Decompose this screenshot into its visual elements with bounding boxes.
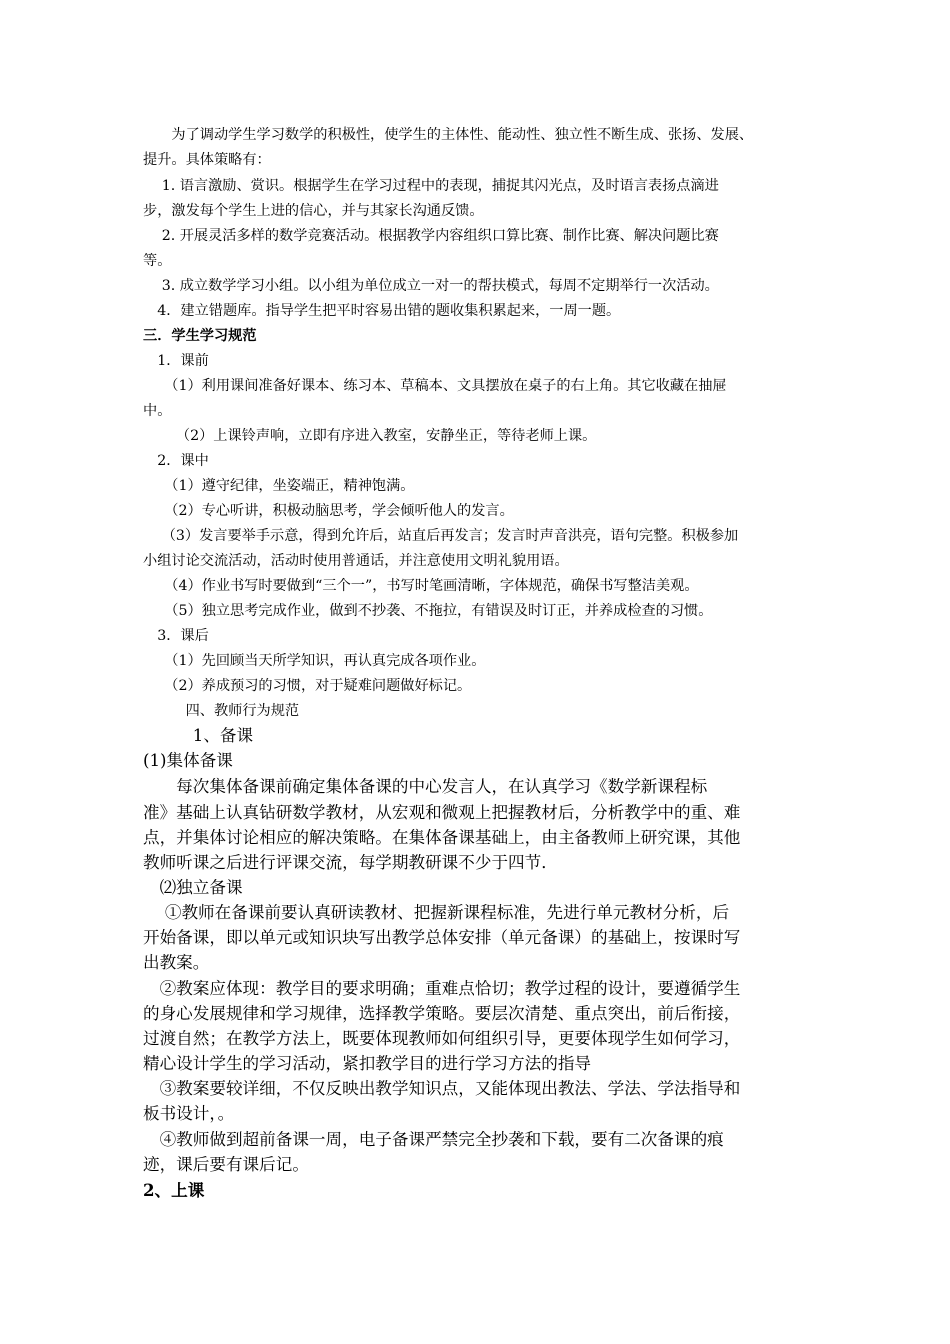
- paragraph-line: 小组讨论交流活动，活动时使用普通话，并注意使用文明礼貌用语。: [143, 553, 569, 569]
- paragraph-line: ②教案应体现：教学目的要求明确；重难点恰切；教学过程的设计，要遵循学生: [143, 979, 741, 998]
- paragraph-line: 准》基础上认真钻研数学教材，从宏观和微观上把握教材后，分析教学中的重、难: [143, 803, 741, 822]
- paragraph-line: （3）发言要举手示意，得到允许后，站直后再发言；发言时声音洪亮，语句完整。积极参加: [143, 528, 739, 544]
- paragraph-line: 精心设计学生的学习活动，紧扣教学目的进行学习方法的指导: [143, 1054, 592, 1073]
- paragraph-line: （1）先回顾当天所学知识，再认真完成各项作业。: [143, 653, 486, 669]
- paragraph-line: 中。: [143, 403, 172, 419]
- paragraph-line: 每次集体备课前确定集体备课的中心发言人，在认真学习《数学新课程标: [143, 777, 708, 796]
- paragraph-line: ④教师做到超前备课一周，电子备课严禁完全抄袭和下载，要有二次备课的痕: [143, 1130, 724, 1149]
- paragraph-line: 步，激发每个学生上进的信心，并与其家长沟通反馈。: [143, 203, 484, 219]
- paragraph-line: ①教师在备课前要认真研读教材、把握新课程标准，先进行单元教材分析，后: [143, 903, 730, 922]
- paragraph-line: 提升。具体策略有：: [143, 152, 271, 168]
- paragraph-line: （1）利用课间准备好课本、练习本、草稿本、文具摆放在桌子的右上角。其它收藏在抽屉: [143, 378, 727, 394]
- paragraph-line: （5）独立思考完成作业，做到不抄袭、不拖拉，有错误及时订正，并养成检查的习惯。: [143, 603, 713, 619]
- section-heading: 2、上课: [143, 1180, 205, 1200]
- subsection-heading: ⑵独立备课: [143, 878, 243, 897]
- paragraph-line: 出教案。: [143, 953, 210, 972]
- paragraph-line: 开始备课，即以单元或知识块写出教学总体安排（单元备课）的基础上，按课时写: [143, 928, 741, 947]
- paragraph-line: 2. 开展灵活多样的数学竞赛活动。根据教学内容组织口算比赛、制作比赛、解决问题比赛: [143, 228, 719, 244]
- subsection-heading: 2．课中: [143, 453, 209, 469]
- section-heading: 三．学生学习规范: [143, 328, 257, 344]
- paragraph-line: 1. 语言激励、赏识。根据学生在学习过程中的表现，捕捉其闪光点，及时语言表扬点滴进: [143, 178, 719, 194]
- paragraph-line: 等。: [143, 253, 172, 269]
- section-heading: 四、教师行为规范: [143, 703, 300, 719]
- paragraph-line: 为了调动学生学习数学的积极性，使学生的主体性、能动性、独立性不断生成、张扬、发展、: [143, 127, 754, 143]
- paragraph-line: 的身心发展规律和学习规律，选择教学策略。要层次清楚、重点突出，前后衔接，: [143, 1004, 741, 1023]
- subsection-heading: 3．课后: [143, 628, 209, 644]
- paragraph-line: 教师听课之后进行评课交流，每学期教研课不少于四节．: [143, 853, 558, 872]
- paragraph-line: 4．建立错题库。指导学生把平时容易出错的题收集积累起来，一周一题。: [143, 303, 621, 319]
- paragraph-line: 3. 成立数学学习小组。以小组为单位成立一对一的帮扶模式，每周不定期举行一次活动。: [143, 278, 719, 294]
- paragraph-line: （1）遵守纪律，坐姿端正，精神饱满。: [143, 478, 415, 494]
- paragraph-line: 点，并集体讨论相应的解决策略。在集体备课基础上，由主备教师上研究课，其他: [143, 828, 741, 847]
- paragraph-line: （2）专心听讲，积极动脑思考，学会倾听他人的发言。: [143, 503, 514, 519]
- paragraph-line: 板书设计，。: [143, 1104, 235, 1123]
- paragraph-line: （2）上课铃声响，立即有序进入教室，安静坐正，等待老师上课。: [143, 428, 597, 444]
- paragraph-line: 迹，课后要有课后记。: [143, 1155, 309, 1174]
- subsection-heading: (1)集体备课: [143, 751, 233, 770]
- paragraph-line: ③教案要较详细，不仅反映出教学知识点，又能体现出教法、学法、学法指导和: [143, 1079, 741, 1098]
- paragraph-line: （4）作业书写时要做到“三个一”，书写时笔画清晰，字体规范，确保书写整洁美观。: [143, 578, 699, 594]
- subsection-heading: 1．课前: [143, 353, 209, 369]
- subsection-heading: 1、备课: [143, 726, 254, 745]
- paragraph-line: 过渡自然；在教学方法上，既要体现教师如何组织引导，更要体现学生如何学习，: [143, 1029, 741, 1048]
- paragraph-line: （2）养成预习的习惯，对于疑难问题做好标记。: [143, 678, 472, 694]
